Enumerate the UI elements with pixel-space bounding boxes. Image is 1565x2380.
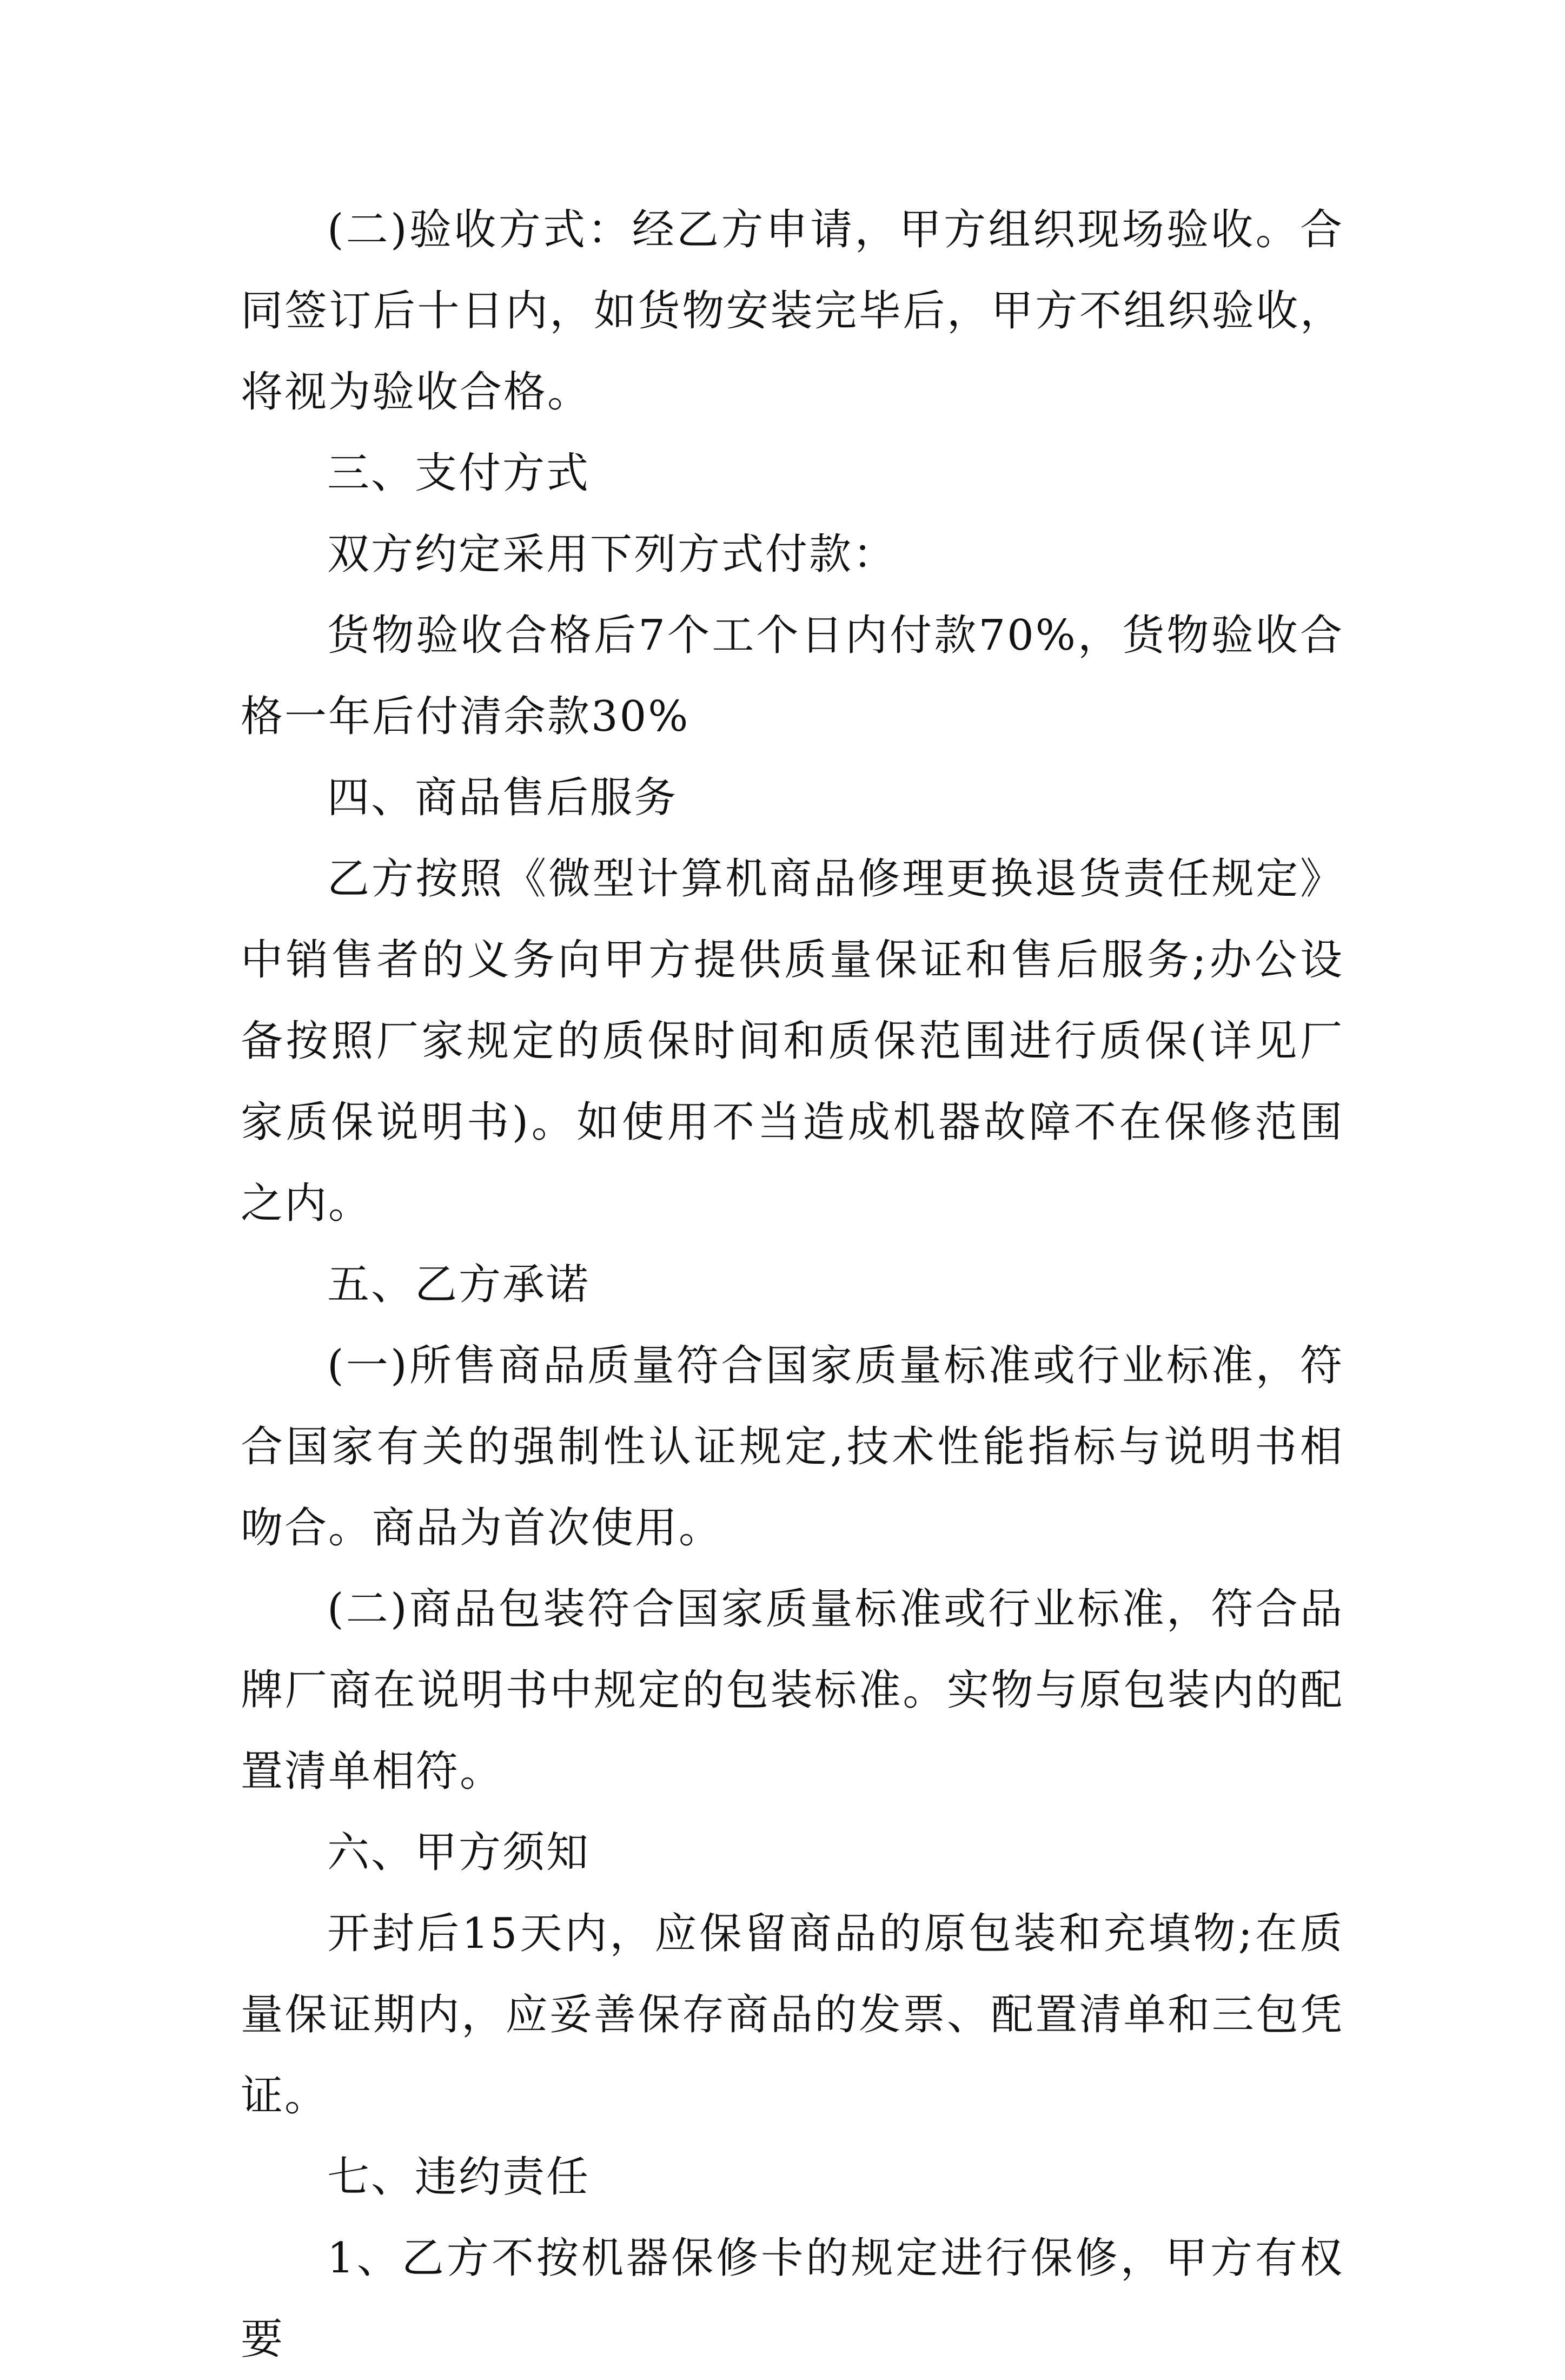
section-heading-liability: 七、违约责任 [327, 2153, 591, 2202]
clause-payment-intro: 双方约定采用下列方式付款： [327, 530, 897, 579]
clause-buyer-notice: 开封后15天内，应保留商品的原包装和充填物;在质量保证期内，应妥善保存商品的发票、配置清单和三包凭证。 [241, 1909, 1344, 2120]
section-heading-seller-promise: 五、乙方承诺 [327, 1260, 591, 1309]
clause-packaging-standard: (二)商品包装符合国家质量标准或行业标准，符合品牌厂商在说明书中规定的包装标准。实物与原包装内的配置清单相符。 [241, 1585, 1344, 1796]
clause-acceptance-method: (二)验收方式：经乙方申请，甲方组织现场验收。合同签订后十日内，如货物安装完毕后，甲方不组织验收，将视为验收合格。 [241, 206, 1344, 416]
section-heading-buyer-notice: 六、甲方须知 [327, 1828, 591, 1877]
clause-quality-standard: (一)所售商品质量符合国家质量标准或行业标准，符合国家有关的强制性认证规定,技术性能指标与说明书相吻合。商品为首次使用。 [241, 1341, 1344, 1552]
section-heading-after-sales: 四、商品售后服务 [327, 774, 678, 822]
clause-after-sales: 乙方按照《微型计算机商品修理更换退货责任规定》中销售者的义务向甲方提供质量保证和售后服务;办公设备按照厂家规定的质保时间和质保范围进行质保(详见厂家质保说明书)。如使用不当造成机器故障不在保修范围之内。 [241, 855, 1344, 1228]
document-body [241, 189, 1344, 2380]
clause-payment-terms: 货物验收合格后7个工个日内付款70%，货物验收合格一年后付清余款30% [241, 611, 1344, 741]
section-heading-payment: 三、支付方式 [327, 449, 591, 498]
clause-liability-1: 1、乙方不按机器保修卡的规定进行保修，甲方有权要 [241, 2234, 1344, 2364]
